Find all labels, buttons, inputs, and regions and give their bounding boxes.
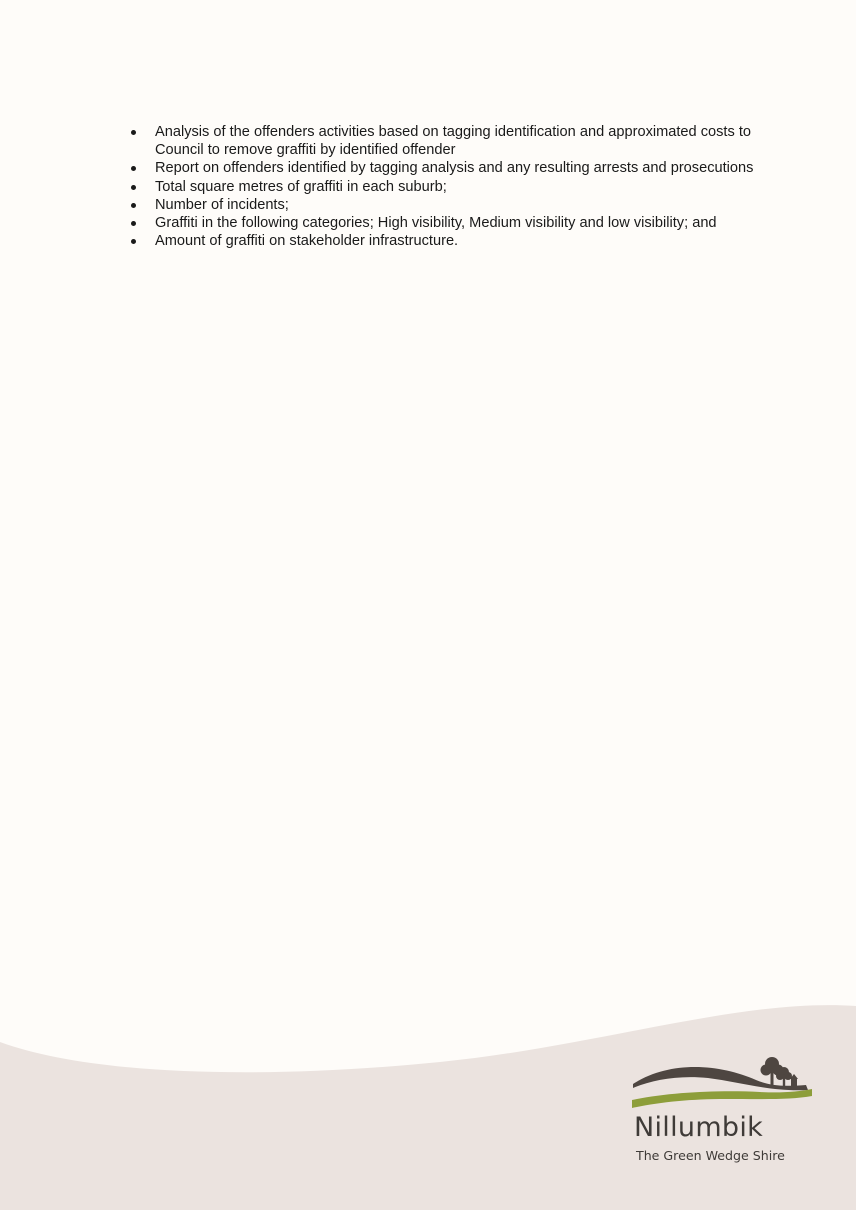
list-item [128,123,788,159]
logo-name: Nillumbik [634,1112,764,1143]
list-item-text: Report on offenders identified by tagging analysis and any resulting arrests and prosecutions [155,160,754,177]
list-item-text: Amount of graffiti on stakeholder infrastructure. [155,233,459,250]
list-item [128,196,788,214]
list-item-text: Total square metres of graffiti in each suburb; [155,178,447,195]
bullet-icon [131,130,136,135]
bullet-icon [131,166,136,171]
list-item [128,159,788,177]
list-item [128,232,788,250]
bullet-icon [131,203,136,208]
bullet-icon [131,239,136,244]
list-item-text: Number of incidents; [155,196,289,213]
list-item [128,178,788,196]
nillumbik-logo [628,1052,818,1172]
bullet-list [128,123,788,250]
list-item-text: Graffiti in the following categories; High visibility, Medium visibility and low visibility; and [155,215,717,232]
logo-tagline: The Green Wedge Shire [636,1148,785,1163]
list-item-text: Analysis of the offenders activities based on tagging identification and approximated costs to Council to remove graffiti by identified offender [155,124,752,159]
list-item [128,214,788,232]
bullet-icon [131,221,136,226]
bullet-icon [131,185,136,190]
landscape-logo-icon [630,1052,814,1114]
